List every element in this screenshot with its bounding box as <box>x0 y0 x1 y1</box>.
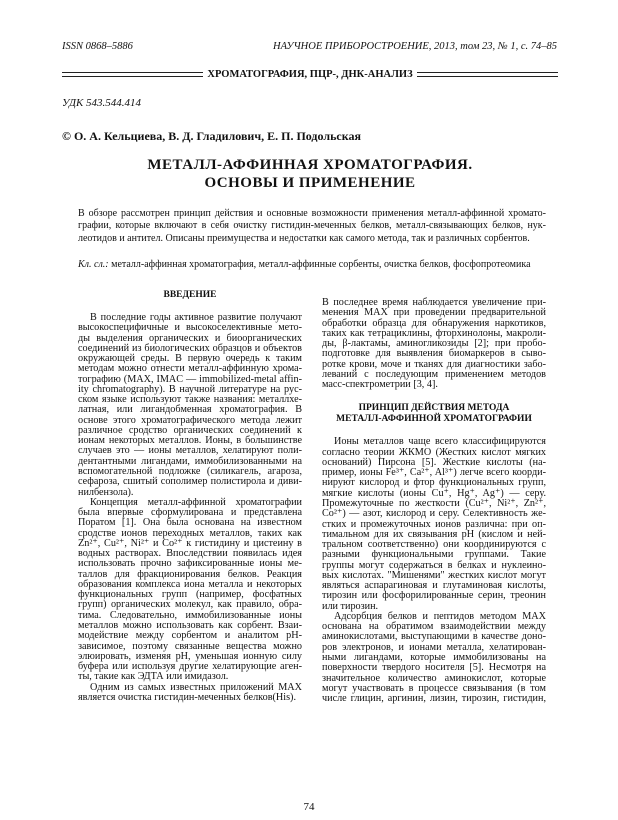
text-line: высокоспецифичные и высокоселективные мето- <box>78 322 302 334</box>
abstract-line: графии, которые включают в себя очистку гистидин-меченных белков, металл-связывающих белков, нук- <box>78 220 546 232</box>
text-line: являться аспарагиновая и глутаминовая кислоты, <box>322 580 546 592</box>
text-line: обработки образца для обнаружения наркотиков, <box>322 317 546 329</box>
abstract-line: леотидов и антител. Описаны преимущества и недостатки как самого метода, так и различных сорбентов. <box>78 232 530 244</box>
text-line: тральном соответственно) они координируются с <box>322 539 546 551</box>
text-line: групп) органических молекул, как правило, обра- <box>78 599 302 611</box>
udk: УДК 543.544.414 <box>62 97 142 109</box>
text-line: модействие между сорбентом и аналитом pH- <box>78 630 302 642</box>
text-line: соединений из биологических образцов и объектов <box>78 342 302 354</box>
text-line: ity chromatography). В научной литературе на рус- <box>78 383 302 395</box>
text-line: Co²⁺) — азот, кислород и серу. Селективность же- <box>322 508 546 520</box>
section-heading <box>322 403 546 425</box>
text-line: образования комплекса иона металла и некоторых <box>78 578 302 590</box>
text-line: окружающей среды. В первую очередь к таким <box>78 353 302 365</box>
authors: © О. А. Кельциева, В. Д. Гладилович, Е. П. Подольская <box>62 129 361 143</box>
text-line: использовать прочно зафиксированные ионы ме- <box>78 558 302 570</box>
text-line: ров электронов, и ионами металла, хелатирован- <box>322 641 546 653</box>
text-line: разными функциональными группами. Такие <box>322 549 546 561</box>
text-line: аминокислотами, выступающими в качестве доно- <box>322 631 546 643</box>
text-line: сефароза, сшитый сополимер полистирола и диви- <box>78 476 302 488</box>
text-line: или тирозин. <box>322 600 379 612</box>
text-line: вых кислотах. "Мишенями" жестких кислот могут <box>322 569 546 581</box>
text-line: таллов для фракционирования белков. Реакция <box>78 568 302 580</box>
text-line: тимальном для их связывания pH (кислом и ней- <box>322 528 546 540</box>
text-line: ды, β-лактамы, аминогликозиды [2]; при пробо- <box>322 338 546 350</box>
keywords <box>78 259 546 270</box>
text-line: ными лигандами, которые иммобилизованы на <box>322 651 546 663</box>
text-line: менения MAX при проведении предварительной <box>322 307 546 319</box>
text-line: сродстве ионов переходных металлов, таких как <box>78 527 302 539</box>
text-line: Адсорбция белков и пептидов методом MAX <box>334 610 546 622</box>
text-line: Zn²⁺, Cu²⁺, Ni²⁺ и Co²⁺ к гистидину и цистеину в <box>78 537 302 549</box>
text-line: Промежуточные по жесткости (Cu²⁺, Ni²⁺, Zn²⁺, <box>322 497 546 509</box>
text-line: вспомогательной подложке (силикагель, агароза, <box>78 465 302 477</box>
text-line: методам можно отнести металл-аффинную хрома- <box>78 363 302 375</box>
text-line: ды выделения органических и биоорганических <box>78 332 302 344</box>
title-line: ОСНОВЫ И ПРИМЕНЕНИЕ <box>204 175 416 191</box>
text-line: была впервые сформулирована и представлена <box>78 507 302 519</box>
text-line: оснований) Пирсона [5]. Жесткие кислоты (на- <box>322 456 546 468</box>
text-line: является очистка гистидин-меченных белков(His). <box>78 691 296 703</box>
section-band <box>62 68 558 80</box>
text-line: различное сродство органических соединений к <box>78 424 302 436</box>
journal-citation: НАУЧНОЕ ПРИБОРОСТРОЕНИЕ, 2013, том 23, № 1, с. 74–85 <box>273 41 557 52</box>
text-line: функциональных групп (например, фосфатных <box>78 589 302 601</box>
heading-line: МЕТАЛЛ-АФФИННОЙ ХРОМАТОГРАФИИ <box>336 414 532 425</box>
keywords-text: металл-аффинная хроматография, металл-аффинные сорбенты, очистка белков, фосфопротеомика <box>108 259 531 270</box>
section-title: ХРОМАТОГРАФИЯ, ПЦР-, ДНК-АНАЛИЗ <box>207 68 413 80</box>
text-line: пример, ионы Fe³⁺, Ca²⁺, Al³⁺) легче всего коорди- <box>322 467 546 479</box>
text-line: мягкие кислоты (ионы Cu⁺, Hg⁺, Ag⁺) — серу. <box>322 487 546 499</box>
text-line: леваний с последующим применением методов <box>322 368 546 380</box>
abstract-line: В обзоре рассмотрен принцип действия и основные возможности применения металл-аффинной хромато- <box>78 208 546 219</box>
heading-line: ПРИНЦИП ДЕЙСТВИЯ МЕТОДА <box>358 403 510 414</box>
text-line: значительное количество аминокислот, которые <box>322 672 546 684</box>
text-line: Одним из самых известных приложений MAX <box>90 681 302 693</box>
page-number: 74 <box>303 801 315 813</box>
text-line: металлов можно использовать как сорбент. Взаи- <box>78 619 302 631</box>
text-line: нируют кислород и фтор функциональных групп, <box>322 477 546 489</box>
text-line: тирозин или фосфорилированные серин, треонин <box>322 590 546 602</box>
text-line: подготовке для выявления биомаркеров в сыво- <box>322 348 546 360</box>
text-line: таких как тетрациклины, фторхинолоны, макроли- <box>322 327 546 339</box>
text-line: В последнее время наблюдается увеличение при- <box>322 297 546 308</box>
left-column <box>78 290 302 703</box>
text-line: ионам некоторых металлов. Ионы, в большинстве <box>78 435 302 447</box>
text-line: могут участвовать в процессе связывания (в том <box>322 682 546 694</box>
text-line: основана на обратимом взаимодействии между <box>322 621 546 633</box>
abstract <box>78 208 546 245</box>
text-line: Концепция металл-аффинной хроматографии <box>90 496 302 508</box>
divider <box>417 72 558 77</box>
text-line: числе глицин, аргинин, лизин, тирозин, гистидин, <box>322 693 546 705</box>
text-line: основе этого хроматографического метода лежит <box>78 414 302 426</box>
title-line: МЕТАЛЛ-АФФИННАЯ ХРОМАТОГРАФИЯ. <box>147 157 473 173</box>
section-heading: ВВЕДЕНИЕ <box>163 290 217 300</box>
divider <box>62 72 203 77</box>
text-line: нилбензола). <box>78 486 134 498</box>
text-line: буфера или используя другие хелатирующие аген- <box>78 661 302 673</box>
text-line: водных растворах. Впоследствии появилась идея <box>78 548 302 560</box>
text-line: тографию (MAX, IMAC — immobilized-metal affin- <box>78 373 302 385</box>
issn: ISSN 0868–5886 <box>62 41 133 52</box>
text-line: Поратом [1]. Она была основана на известном <box>78 517 302 529</box>
text-line: группы могут содержаться в белках и нуклеино- <box>322 559 546 571</box>
text-line: согласно теории ЖКМО (Жестких кислот мягких <box>322 446 546 458</box>
text-line: ротке крови, моче и тканях для диагностики забо- <box>322 358 546 370</box>
paper-title <box>62 156 558 192</box>
text-line: ты, такие как ЭДТА или имидазол. <box>78 671 229 683</box>
text-line: ском языке используют также названия: металлхе- <box>78 394 302 406</box>
text-line: случаев это — ионы металлов, хелатируют поли- <box>78 445 302 457</box>
text-line: стких и промежуточных ионов различна: при оп- <box>322 518 546 530</box>
text-line: элюировать, изменяя pH, уменьшая ионную силу <box>78 650 302 662</box>
text-line: зависимое, поэтому связанные вещества можно <box>78 640 302 652</box>
text-line: дентантными лигандами, иммобилизованными на <box>78 455 302 467</box>
text-line: В последние годы активное развитие получают <box>90 312 302 323</box>
text-line: поверхности твердого носителя [5]. Несмотря на <box>322 662 546 674</box>
keywords-label: Кл. сл.: <box>78 259 109 270</box>
text-line: масс-спектрометрии [3, 4]. <box>322 379 438 391</box>
right-column <box>322 298 546 704</box>
text-line: Ионы металлов чаще всего классифицируются <box>334 436 546 448</box>
text-line: тима. Следовательно, иммобилизованные ионы <box>78 609 302 621</box>
text-line: латная, или лигандобменная хроматография. В <box>78 404 302 416</box>
